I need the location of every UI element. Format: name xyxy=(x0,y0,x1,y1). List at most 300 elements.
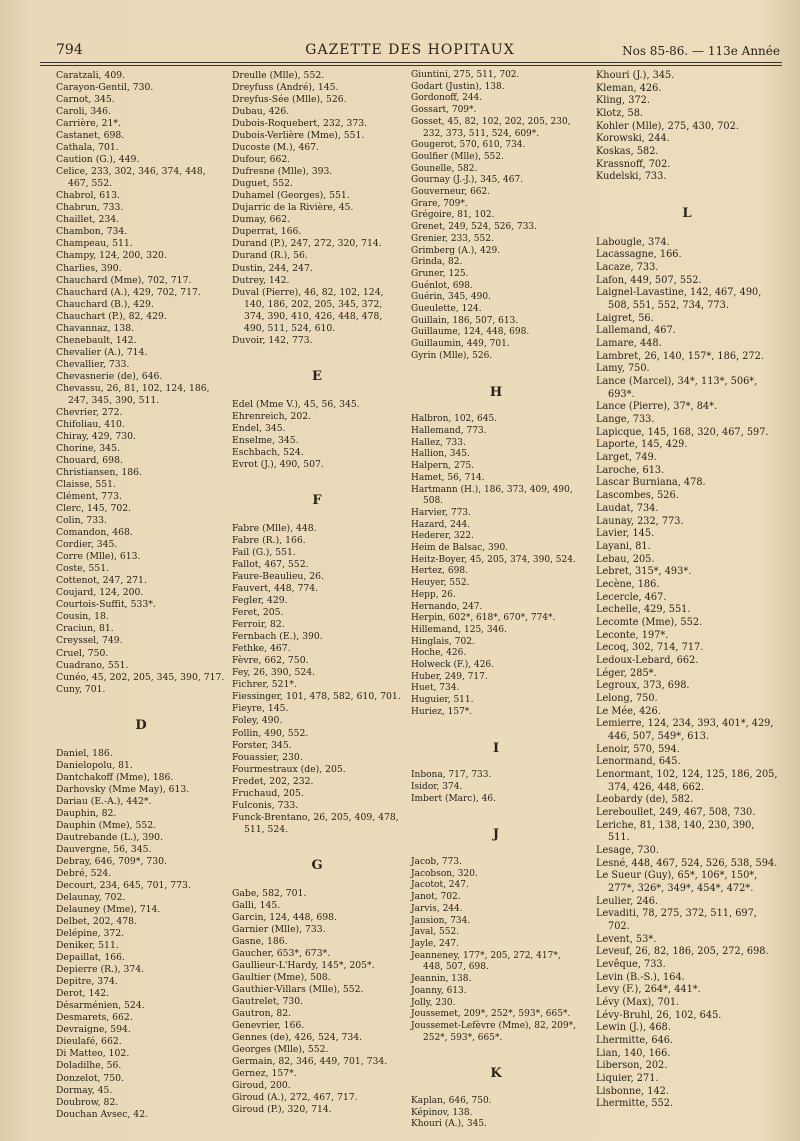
section-letter: L xyxy=(682,206,692,222)
index-entry: Dormay, 45. xyxy=(56,1084,113,1096)
index-entry: Duguet, 552. xyxy=(232,178,293,190)
index-entry: Giroud, 200. xyxy=(232,1080,291,1092)
index-entry: Caroli, 346. xyxy=(56,106,111,118)
index-entry: Grégoire, 81, 102. xyxy=(411,210,495,221)
index-entry: Leconte, 197*. xyxy=(596,629,669,641)
issue-label: Nos 85-86. — 113e Année xyxy=(622,44,780,58)
index-entry: Cruel, 750. xyxy=(56,647,109,659)
index-entry: Gossart, 709*. xyxy=(411,105,477,116)
index-entry: Champeau, 511. xyxy=(56,238,133,250)
index-entry: Lallemand, 467. xyxy=(596,325,676,337)
index-entry: Cordier, 345. xyxy=(56,539,118,551)
index-entry: Hinglais, 702. xyxy=(411,636,475,647)
section-letter: F xyxy=(312,492,322,508)
index-entry: Gounelle, 582. xyxy=(411,163,478,174)
index-entry: Darhovsky (Mme May), 613. xyxy=(56,783,190,795)
index-entry: Kling, 372. xyxy=(596,95,650,107)
index-column-2 xyxy=(232,70,402,1116)
index-entry: Courtois-Suffit, 533*. xyxy=(56,599,156,611)
index-entry: Charlies, 390. xyxy=(56,262,122,274)
index-entry: Khouri (A.), 345. xyxy=(411,1119,487,1130)
index-entry: Doladilhe, 56. xyxy=(56,1060,122,1072)
index-entry: Goulfier (Mlle), 552. xyxy=(411,151,504,162)
index-entry: Isidor, 374. xyxy=(411,781,463,792)
index-entry: Klotz, 58. xyxy=(596,108,644,120)
index-entry: Leobardy (de), 582. xyxy=(596,794,694,806)
index-entry: Duvoir, 142, 773. xyxy=(232,334,313,346)
index-entry: Chiray, 429, 730. xyxy=(56,430,136,442)
index-entry: Ducoste (M.), 467. xyxy=(232,142,320,154)
index-entry: Chorine, 345. xyxy=(56,442,120,454)
index-entry: Levy (F.), 264*, 441*. xyxy=(596,984,701,996)
index-entry: Carayon-Gentil, 730. xyxy=(56,82,154,94)
index-entry: Lévy-Bruhl, 26, 102, 645. xyxy=(596,1009,722,1021)
index-entry: Joanny, 613. xyxy=(411,985,467,996)
index-entry: Lemierre, 124, 234, 393, 401*, 429, 446, 507, 549*, 613. xyxy=(596,718,774,742)
index-entry: Durand (P.), 247, 272, 320, 714. xyxy=(232,238,382,250)
index-entry: Lenoir, 570, 594. xyxy=(596,743,680,755)
index-entry: Decourt, 234, 645, 701, 773. xyxy=(56,880,191,891)
index-entry: Levin (B.-S.), 164. xyxy=(596,971,685,983)
index-entry: Carrière, 21*. xyxy=(56,118,121,130)
index-entry: Levent, 53*. xyxy=(596,933,657,945)
index-entry: Christiansen, 186. xyxy=(56,467,142,479)
index-entry: Ferroir, 82. xyxy=(232,619,285,631)
index-entry: Léger, 285*. xyxy=(596,667,657,679)
index-entry: Dreyfus-Sée (Mlle), 526. xyxy=(232,94,347,106)
index-entry: Chifoliau, 410. xyxy=(56,418,125,430)
index-entry: Fredet, 202, 232. xyxy=(232,775,314,787)
index-entry: Genevrier, 166. xyxy=(232,1020,305,1032)
index-entry: Dustin, 244, 247. xyxy=(232,262,313,274)
index-entry: Caution (G.), 449. xyxy=(56,154,140,166)
index-entry: Debré, 524. xyxy=(56,867,112,879)
index-entry: Faure-Beaulieu, 26. xyxy=(232,571,324,583)
index-entry: Grenet, 249, 524, 526, 733. xyxy=(411,222,538,233)
index-entry: Hartmann (H.), 186, 373, 409, 490, 508. xyxy=(411,484,573,507)
index-entry: Halpern, 275. xyxy=(411,461,475,472)
index-entry: Hallemand, 773. xyxy=(411,425,487,436)
index-entry: Chevalier (A.), 714. xyxy=(56,346,148,358)
index-entry: Kaplan, 646, 750. xyxy=(411,1096,492,1107)
index-entry: Creyssel, 749. xyxy=(56,635,123,647)
index-entry: Gournay (J.-J.), 345, 467. xyxy=(411,175,524,186)
index-entry: Fulconis, 733. xyxy=(232,799,299,811)
index-entry: Fallot, 467, 552. xyxy=(232,559,309,571)
header-rule-double xyxy=(40,65,782,66)
index-entry: Craciun, 81. xyxy=(56,623,114,635)
index-entry: Hepp, 26. xyxy=(411,589,456,600)
index-entry: Hallion, 345. xyxy=(411,449,470,460)
index-entry: Lereboullet, 249, 467, 508, 730. xyxy=(596,806,756,818)
index-entry: Inbona, 717, 733. xyxy=(411,770,492,781)
index-entry: Douchan Avsec, 42. xyxy=(56,1108,149,1120)
index-entry: Fegler, 429. xyxy=(232,595,288,607)
index-entry: Dariau (E.-A.), 442*. xyxy=(56,795,152,807)
index-entry: Fichrer, 521*. xyxy=(232,679,297,691)
index-entry: Hoche, 426. xyxy=(411,648,467,659)
index-entry: Gruner, 125. xyxy=(411,268,469,279)
index-entry: Leulier, 246. xyxy=(596,895,659,907)
index-entry: Dauphin (Mme), 552. xyxy=(56,819,157,831)
index-entry: Comandon, 468. xyxy=(56,527,133,539)
index-entry: Durand (R.), 56. xyxy=(232,250,308,262)
index-entry: Laignel-Lavastine, 142, 467, 490, 508, 551, 552, 734, 773. xyxy=(596,287,762,312)
index-entry: Lacassagne, 166. xyxy=(596,249,682,261)
index-entry: Fabre (R.), 166. xyxy=(232,535,306,546)
index-entry: Imbert (Marc), 46. xyxy=(411,793,496,804)
index-entry: Chauchard (A.), 429, 702, 717. xyxy=(56,286,201,298)
index-entry: Lelong, 750. xyxy=(596,692,658,704)
index-entry: Duval (Pierre), 46, 82, 102, 124, 140, 186, 202, 205, 345, 372, 374, 390, 410, 426, 448, 478, 490, 511, 524, 610. xyxy=(232,286,384,334)
index-entry: Legroux, 373, 698. xyxy=(596,680,690,692)
page-number: 794 xyxy=(56,42,83,58)
index-entry: Cuny, 701. xyxy=(56,683,106,695)
index-entry: Fèvre, 662, 750. xyxy=(232,655,309,667)
index-entry: Fieyre, 145. xyxy=(232,703,289,715)
index-entry: Heitz-Boyer, 45, 205, 374, 390, 524. xyxy=(411,554,576,565)
index-entry: Lévy (Max), 701. xyxy=(596,997,680,1009)
index-entry: Lewin (J.), 468. xyxy=(596,1022,671,1034)
index-entry: Champy, 124, 200, 320. xyxy=(56,250,167,262)
index-entry: Gautron, 82. xyxy=(232,1008,292,1020)
index-entry: Lamy, 750. xyxy=(596,363,650,375)
index-entry: Levêque, 733. xyxy=(596,959,666,971)
index-entry: Lavier, 145. xyxy=(596,528,655,540)
index-entry: Lascombes, 526. xyxy=(596,490,679,502)
index-entry: Fernbach (E.), 390. xyxy=(232,631,323,643)
index-entry: Duperrat, 166. xyxy=(232,226,302,238)
index-entry: Hernando, 247. xyxy=(411,601,483,612)
index-entry: Hamet, 56, 714. xyxy=(411,472,485,483)
index-entry: Joussemet-Lefèvre (Mme), 82, 209*, 252*, 593*, 665*. xyxy=(411,1020,576,1043)
index-entry: Duhamel (Georges), 551. xyxy=(232,190,350,202)
index-entry: Fabre (Mlle), 448. xyxy=(232,522,317,534)
index-entry: Laigret, 56. xyxy=(596,312,654,324)
index-entry: Herpin, 602*, 618*, 670*, 774*. xyxy=(411,613,556,624)
index-column-4 xyxy=(596,70,778,1111)
index-entry: Doubrow, 82. xyxy=(56,1096,119,1108)
section-letter: H xyxy=(489,384,503,400)
index-entry: Dubois-Roquebert, 232, 373. xyxy=(232,118,368,130)
index-entry: Javal, 552. xyxy=(411,927,460,938)
page-header xyxy=(40,38,780,62)
index-entry: Dreulle (Mlle), 552. xyxy=(232,70,325,81)
index-entry: Chambon, 734. xyxy=(56,226,128,238)
index-entry: Heim de Balsac, 390. xyxy=(411,543,509,554)
index-entry: Joussemet, 209*, 252*, 593*, 665*. xyxy=(411,1009,571,1020)
index-entry: Dubau, 426. xyxy=(232,106,290,118)
index-entry: Jacobson, 320. xyxy=(411,868,478,879)
index-entry: Lamare, 448. xyxy=(596,338,662,350)
index-entry: Gosset, 45, 82, 102, 202, 205, 230, 232, 373, 511, 524, 609*. xyxy=(411,116,571,139)
index-entry: Chauchard (B.), 429. xyxy=(56,298,154,310)
index-entry: Gougerot, 570, 610, 734. xyxy=(411,140,526,151)
index-entry: Dauphin, 82. xyxy=(56,807,117,819)
section-letter: G xyxy=(311,857,323,873)
index-entry: Layani, 81. xyxy=(596,540,651,552)
index-entry: Janot, 702. xyxy=(411,892,461,903)
index-entry: Gennes (de), 426, 524, 734. xyxy=(232,1032,363,1044)
index-entry: Lenormand, 645. xyxy=(596,756,681,768)
index-entry: Delépine, 372. xyxy=(56,928,125,940)
index-entry: Coste, 551. xyxy=(56,563,110,575)
index-entry: Jausion, 734. xyxy=(411,915,471,926)
index-entry: Chevassu, 26, 81, 102, 124, 186, 247, 345, 390, 511. xyxy=(56,382,210,406)
index-entry: Jeannin, 138. xyxy=(411,974,472,985)
index-entry: Dubois-Verlière (Mme), 551. xyxy=(232,130,365,142)
index-entry: Leveuf, 26, 82, 186, 205, 272, 698. xyxy=(596,946,769,958)
index-entry: Jacob, 773. xyxy=(411,857,462,868)
index-entry: Danielopolu, 81. xyxy=(56,759,133,771)
index-entry: Fey, 26, 390, 524. xyxy=(232,667,316,679)
index-entry: Grimberg (A.), 429. xyxy=(411,245,501,256)
index-entry: Giuntini, 275, 511, 702. xyxy=(411,70,520,80)
index-entry: Larget, 749. xyxy=(596,452,657,464)
index-entry: Jacotot, 247. xyxy=(411,880,469,891)
index-entry: Georges (Mlle), 552. xyxy=(232,1044,329,1056)
index-entry: Foley, 490. xyxy=(232,715,283,727)
index-entry: Fauvert, 448, 774. xyxy=(232,583,319,595)
index-entry: Hillemand, 125, 346. xyxy=(411,624,507,635)
index-entry: Daniel, 186. xyxy=(56,747,113,759)
index-entry: Chouard, 698. xyxy=(56,455,123,466)
section-letter: K xyxy=(490,1066,502,1082)
index-entry: Enselme, 345. xyxy=(232,434,299,446)
index-entry: Chevallier, 733. xyxy=(56,358,130,370)
index-entry: Lechelle, 429, 551. xyxy=(596,604,691,616)
index-entry: Gautrelet, 730. xyxy=(232,996,304,1008)
journal-title: GAZETTE DES HOPITAUX xyxy=(305,42,515,58)
index-entry: Coujard, 124, 200. xyxy=(56,587,144,599)
index-entry: Jeanneney, 177*, 205, 272, 417*, 448, 507, 698. xyxy=(411,950,561,973)
index-entry: Guénlot, 698. xyxy=(411,280,473,291)
index-entry: Eschbach, 524. xyxy=(232,446,304,458)
index-entry: Donzelot, 750. xyxy=(56,1072,125,1084)
index-entry: Deniker, 511. xyxy=(56,940,119,952)
index-entry: Labougle, 374. xyxy=(596,236,670,248)
index-entry: Hallez, 733. xyxy=(411,437,466,448)
index-entry: Godart (Justin), 138. xyxy=(411,81,505,92)
index-entry: Guillain, 186, 507, 613. xyxy=(411,315,519,326)
index-entry: Fiessinger, 101, 478, 582, 610, 701. xyxy=(232,691,401,703)
index-entry: Cottenot, 247, 271. xyxy=(56,575,147,587)
index-entry: Hertez, 698. xyxy=(411,566,468,577)
index-entry: Colin, 733. xyxy=(56,515,107,527)
index-entry: Delbet, 202, 478. xyxy=(56,916,137,928)
index-entry: Dumay, 662. xyxy=(232,214,291,226)
index-entry: Khouri (J.), 345. xyxy=(596,70,675,81)
index-entry: Caratzali, 409. xyxy=(56,70,126,81)
index-entry: Huguier, 511. xyxy=(411,695,474,706)
index-entry: Corre (Mlle), 613. xyxy=(56,551,141,563)
index-entry: Chenebault, 142. xyxy=(56,334,137,346)
index-entry: Leriche, 81, 138, 140, 230, 390, 511. xyxy=(596,819,755,844)
index-entry: Lascar Burniana, 478. xyxy=(596,477,706,489)
index-entry: Grenier, 233, 552. xyxy=(411,233,494,244)
index-entry: Cunéo, 45, 202, 205, 345, 390, 717. xyxy=(56,671,225,683)
index-entry: Dantchakoff (Mme), 186. xyxy=(56,771,174,783)
index-entry: Dieulafé, 662. xyxy=(56,1036,122,1048)
index-entry: Guérin, 345, 490. xyxy=(411,292,491,303)
index-entry: Jolly, 230. xyxy=(411,997,456,1008)
index-entry: Dautrebande (L.), 390. xyxy=(56,831,164,843)
index-entry: Laporte, 145, 429. xyxy=(596,439,688,451)
index-entry: Funck-Brentano, 26, 205, 409, 478, 511, 524. xyxy=(232,811,399,835)
index-entry: Endel, 345. xyxy=(232,422,286,434)
index-entry: Follin, 490, 552. xyxy=(232,727,309,739)
index-entry: Derot, 142. xyxy=(56,988,110,1000)
index-entry: Gordonoff, 244. xyxy=(411,93,483,104)
index-entry: Celice, 233, 302, 346, 374, 448, 467, 552. xyxy=(56,166,206,190)
index-entry: Kohler (Mlle), 275, 430, 702. xyxy=(596,120,739,132)
index-entry: Lian, 140, 166. xyxy=(596,1047,671,1059)
index-entry: Fourmestraux (de), 205. xyxy=(232,763,346,775)
index-entry: Fouassier, 230. xyxy=(232,751,303,763)
index-entry: Edel (Mme V.), 45, 56, 345. xyxy=(232,398,360,410)
index-entry: Gaucher, 653*, 673*. xyxy=(232,947,331,959)
index-entry: Lebau, 205. xyxy=(596,553,655,565)
index-entry: Huber, 249, 717. xyxy=(411,671,488,682)
index-entry: Gaullieur-L'Hardy, 145*, 205*. xyxy=(232,960,375,971)
index-entry: Lhermitte, 646. xyxy=(596,1035,674,1047)
index-entry: Le Sueur (Guy), 65*, 106*, 150*, 277*, 326*, 349*, 454*, 472*. xyxy=(596,870,758,894)
section-letter: I xyxy=(492,740,500,756)
index-entry: Depaillat, 166. xyxy=(56,952,125,964)
index-entry: Gauthier-Villars (Mlle), 552. xyxy=(232,984,364,996)
index-entry: Lecercle, 467. xyxy=(596,591,667,603)
index-entry: Gabe, 582, 701. xyxy=(232,887,307,899)
index-entry: Cathala, 701. xyxy=(56,142,119,154)
index-entry: Castanet, 698. xyxy=(56,130,125,142)
index-entry: Grinda, 82. xyxy=(411,257,463,268)
section-letter: E xyxy=(312,368,322,384)
index-entry: Liquier, 271. xyxy=(596,1073,659,1085)
index-entry: Depierre (R.), 374. xyxy=(56,964,145,976)
index-entry: Dauvergne, 56, 345. xyxy=(56,843,152,855)
index-column-3 xyxy=(411,70,581,1131)
index-entry: Lance (Pierre), 37*, 84*. xyxy=(596,401,718,413)
index-entry: Désarménien, 524. xyxy=(56,1000,145,1012)
index-entry: Laudat, 734. xyxy=(596,502,659,514)
index-entry: Hazard, 244. xyxy=(411,519,471,530)
index-entry: Di Matteo, 102. xyxy=(56,1048,130,1060)
index-entry: Levaditi, 78, 275, 372, 511, 697, 702. xyxy=(596,908,757,932)
index-entry: Delaunay, 702. xyxy=(56,892,126,904)
section-letter: J xyxy=(492,827,500,843)
index-entry: Feret, 205. xyxy=(232,607,284,619)
index-entry: Lenormant, 102, 124, 125, 186, 205, 374, 426, 448, 662. xyxy=(596,768,778,793)
index-entry: Le Mée, 426. xyxy=(596,705,661,717)
index-entry: Ledoux-Lebard, 662. xyxy=(596,654,699,666)
index-entry: Korowski, 244. xyxy=(596,133,670,145)
index-entry: Laroche, 613. xyxy=(596,464,665,476)
index-entry: Guillaumin, 449, 701. xyxy=(411,339,510,350)
index-entry: Lisbonne, 142. xyxy=(596,1085,669,1097)
index-entry: Launay, 232, 773. xyxy=(596,515,684,527)
index-entry: Képinov, 138. xyxy=(411,1107,473,1118)
index-entry: Kudelski, 733. xyxy=(596,171,667,183)
index-entry: Holweck (F.), 426. xyxy=(411,660,495,671)
index-entry: Delauney (Mme), 714. xyxy=(56,904,161,916)
index-column-1 xyxy=(56,70,226,1121)
index-entry: Chabrol, 613. xyxy=(56,190,120,202)
index-entry: Jarvis, 244. xyxy=(411,903,463,914)
index-entry: Giroud (P.), 320, 714. xyxy=(232,1104,332,1116)
index-entry: Gouverneur, 662. xyxy=(411,187,491,198)
index-entry: Jayle, 247. xyxy=(411,939,460,949)
index-entry: Guillaume, 124, 448, 698. xyxy=(411,327,530,338)
index-entry: Gernez, 157*. xyxy=(232,1068,297,1080)
index-entry: Garnier (Mlle), 733. xyxy=(232,923,326,935)
index-entry: Forster, 345. xyxy=(232,739,292,751)
index-entry: Dujarric de la Rivière, 45. xyxy=(232,202,354,214)
index-entry: Lange, 733. xyxy=(596,414,655,426)
index-entry: Lecoq, 302, 714, 717. xyxy=(596,642,704,654)
index-entry: Heuyer, 552. xyxy=(411,578,470,589)
index-entry: Halbron, 102, 645. xyxy=(411,414,498,425)
index-entry: Clément, 773. xyxy=(56,491,122,503)
index-entry: Huet, 734. xyxy=(411,683,460,694)
index-entry: Ehrenreich, 202. xyxy=(232,410,312,422)
index-entry: Cousin, 18. xyxy=(56,611,109,623)
index-entry: Lambret, 26, 140, 157*, 186, 272. xyxy=(596,350,764,362)
index-entry: Garcin, 124, 448, 698. xyxy=(232,911,337,923)
index-entry: Kleman, 426. xyxy=(596,82,662,94)
index-entry: Lafon, 449, 507, 552. xyxy=(596,274,702,286)
index-entry: Claisse, 551. xyxy=(56,479,116,491)
index-entry: Fethke, 467. xyxy=(232,643,291,655)
index-entry: Carnot, 345. xyxy=(56,94,115,106)
index-entry: Lacaze, 733. xyxy=(596,262,659,274)
index-entry: Harvier, 773. xyxy=(411,507,471,518)
index-entry: Lesné, 448, 467, 524, 526, 538, 594. xyxy=(596,857,778,869)
index-entry: Depitre, 374. xyxy=(56,976,118,988)
index-entry: Fruchaud, 205. xyxy=(232,787,304,799)
index-entry: Lecène, 186. xyxy=(596,578,660,590)
index-entry: Desmarets, 662. xyxy=(56,1012,133,1024)
index-entry: Huriez, 157*. xyxy=(411,706,473,717)
index-entry: Gaultier (Mme), 508. xyxy=(232,972,331,984)
index-entry: Chauchard (Mme), 702, 717. xyxy=(56,274,192,286)
index-entry: Chauchart (P.), 82, 429. xyxy=(56,310,167,322)
index-entry: Chaillet, 234. xyxy=(56,214,120,226)
index-entry: Devraigne, 594. xyxy=(56,1024,131,1036)
index-entry: Dreyfuss (André), 145. xyxy=(232,82,339,94)
index-entry: Hederer, 322. xyxy=(411,531,474,542)
index-entry: Grare, 709*. xyxy=(411,198,468,209)
index-entry: Giroud (A.), 272, 467, 717. xyxy=(232,1092,358,1104)
index-entry: Cuadrano, 551. xyxy=(56,659,129,671)
index-entry: Dutrey, 142. xyxy=(232,274,290,286)
index-entry: Koskas, 582. xyxy=(596,146,659,158)
index-entry: Evrot (J.), 490, 507. xyxy=(232,458,324,470)
index-entry: Lebret, 315*, 493*. xyxy=(596,566,692,578)
index-entry: Galli, 145. xyxy=(232,899,281,911)
index-entry: Gyrin (Mlle), 526. xyxy=(411,350,493,361)
index-entry: Debray, 646, 709*, 730. xyxy=(56,855,167,867)
index-entry: Liberson, 202. xyxy=(596,1060,668,1072)
index-entry: Chavannaz, 138. xyxy=(56,322,135,334)
index-entry: Lapicque, 145, 168, 320, 467, 597. xyxy=(596,426,769,438)
index-entry: Lesage, 730. xyxy=(596,844,659,856)
index-entry: Chevrier, 272. xyxy=(56,406,123,418)
index-entry: Chevasnerie (de), 646. xyxy=(56,370,163,382)
index-entry: Dufour, 662. xyxy=(232,154,291,166)
index-entry: Clerc, 145, 702. xyxy=(56,503,132,515)
index-entry: Chabrun, 733. xyxy=(56,202,124,214)
header-rule xyxy=(40,62,782,63)
